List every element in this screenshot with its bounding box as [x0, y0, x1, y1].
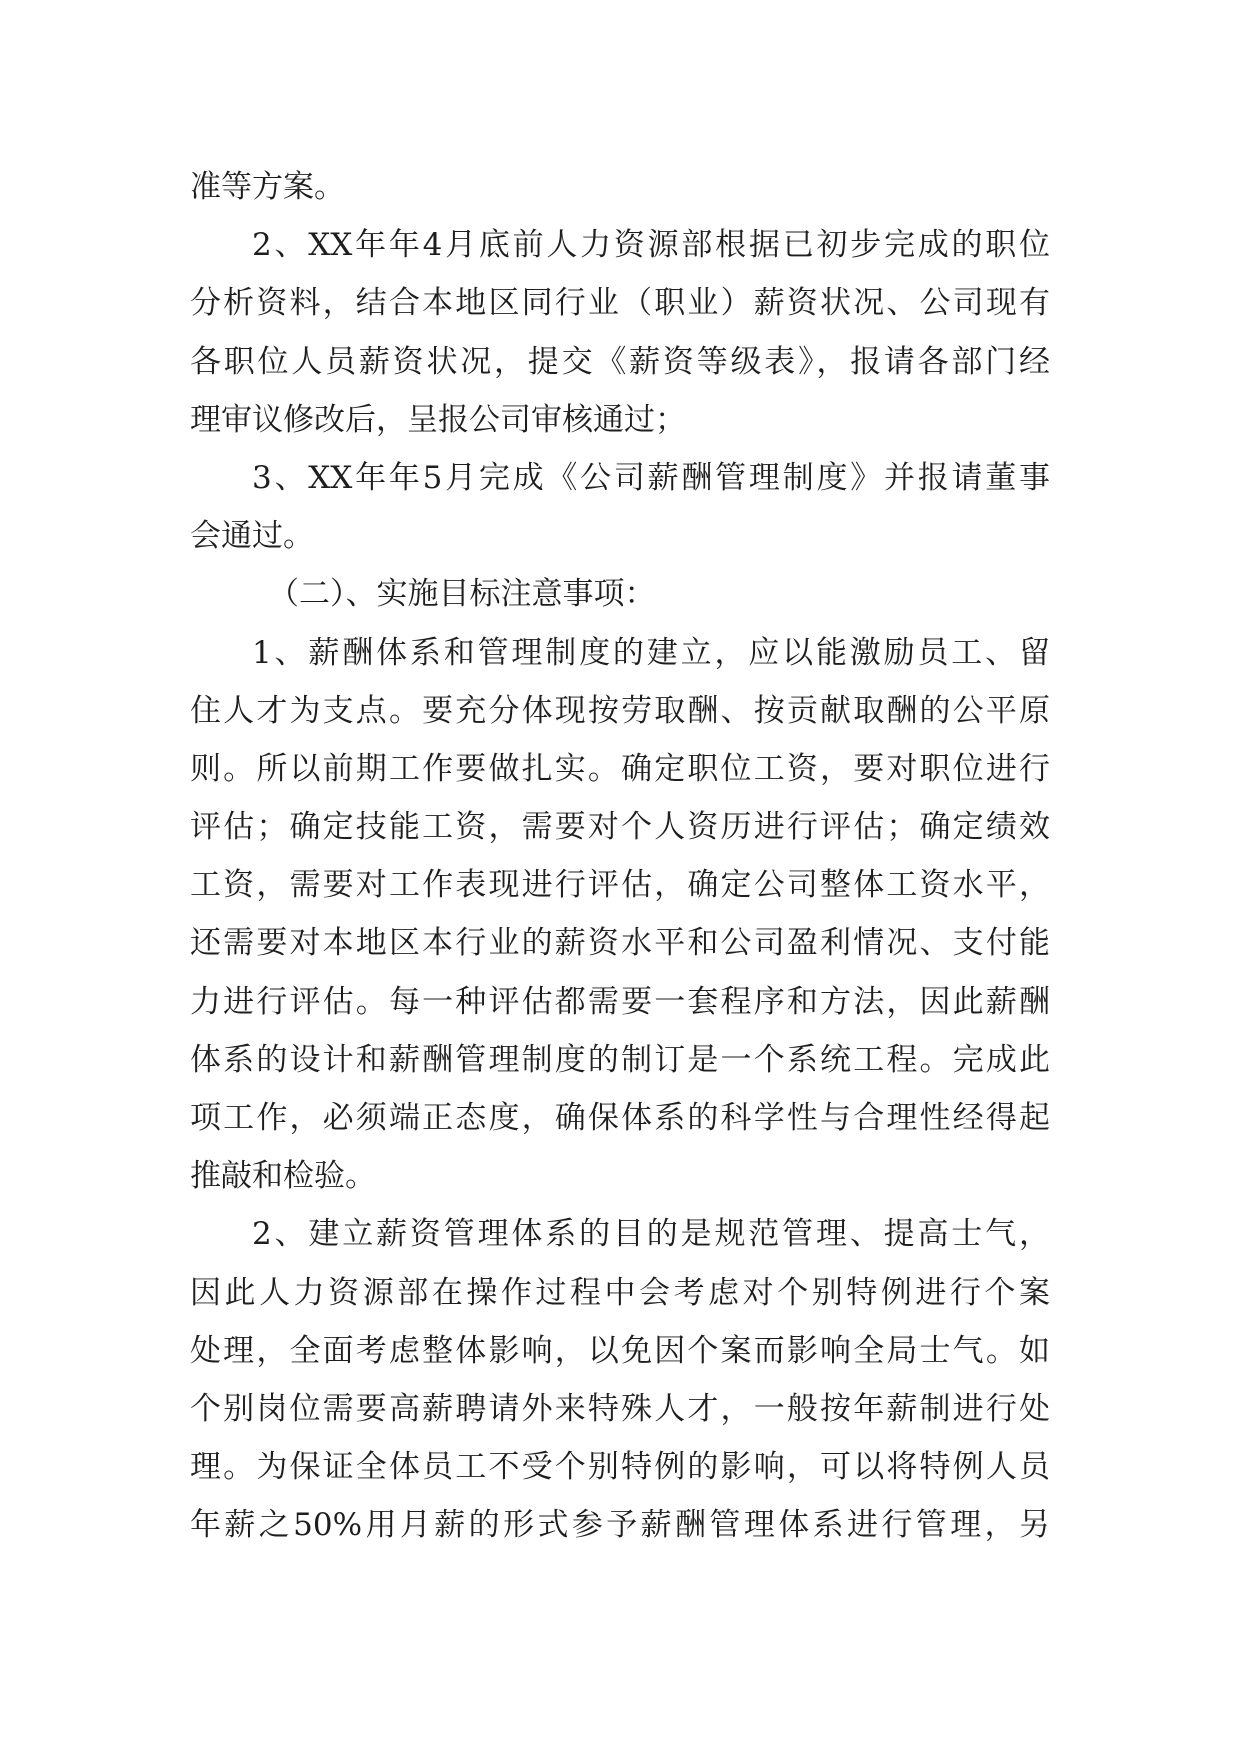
text-line: 则。所以前期工作要做扎实。确定职位工资，要对职位进行: [190, 750, 1050, 787]
text-line: 2、XX年年4月底前人力资源部根据已初步完成的职位: [252, 227, 1050, 264]
text-line: 理审议修改后，呈报公司审核通过；: [190, 401, 686, 438]
text-line: 准等方案。: [190, 169, 345, 205]
text-line: 推敲和检验。: [190, 1158, 376, 1195]
section-heading: （二）、实施目标注意事项：: [268, 576, 656, 613]
body-text: [190, 158, 1050, 1555]
text-line: 力进行评估。每一种评估都需要一套程序和方法，因此薪酬: [190, 983, 1050, 1020]
text-line: 工资，需要对工作表现进行评估，确定公司整体工资水平，: [190, 867, 1050, 904]
text-line: 住人才为支点。要充分体现按劳取酬、按贡献取酬的公平原: [190, 692, 1050, 729]
text-line: 各职位人员薪资状况，提交《薪资等级表》，报请各部门经: [190, 343, 1050, 380]
text-line: 体系的设计和薪酬管理制度的制订是一个系统工程。完成此: [190, 1041, 1050, 1078]
text-line: 处理，全面考虑整体影响，以免因个案而影响全局士气。如: [190, 1332, 1050, 1369]
text-line: 分析资料，结合本地区同行业（职业）薪资状况、公司现有: [190, 285, 1050, 322]
text-line: 1、薪酬体系和管理制度的建立，应以能激励员工、留: [252, 634, 1050, 671]
text-line: 会通过。: [190, 518, 314, 555]
text-line: 3、XX年年5月完成《公司薪酬管理制度》并报请董事: [252, 459, 1050, 496]
text-line: 个别岗位需要高薪聘请外来特殊人才，一般按年薪制进行处: [190, 1390, 1050, 1427]
text-line: 还需要对本地区本行业的薪资水平和公司盈利情况、支付能: [190, 925, 1050, 962]
text-line: 理。为保证全体员工不受个别特例的影响，可以将特例人员: [190, 1449, 1050, 1486]
text-line: 2、建立薪资管理体系的目的是规范管理、提高士气，: [252, 1216, 1050, 1253]
text-line: 评估；确定技能工资，需要对个人资历进行评估；确定绩效: [190, 809, 1050, 846]
text-line: 因此人力资源部在操作过程中会考虑对个别特例进行个案: [190, 1274, 1050, 1311]
text-line: 项工作，必须端正态度，确保体系的科学性与合理性经得起: [190, 1100, 1050, 1136]
text-line: 年薪之50%用月薪的形式参予薪酬管理体系进行管理，另: [190, 1507, 1050, 1544]
